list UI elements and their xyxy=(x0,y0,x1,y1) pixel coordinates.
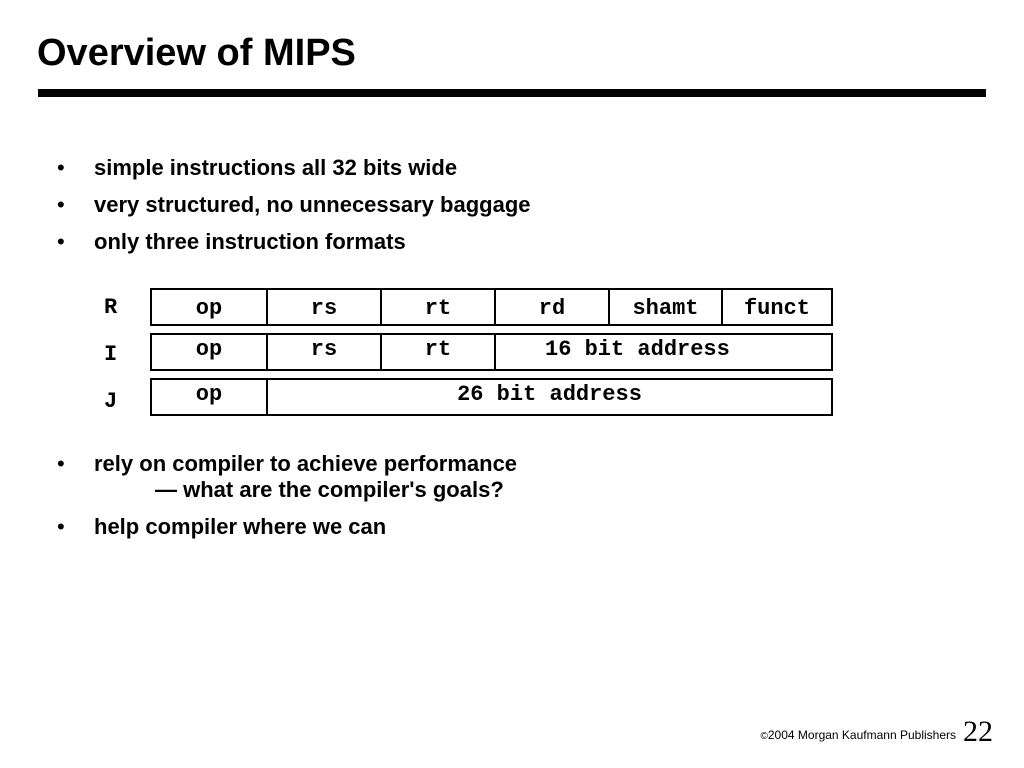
field-op: op xyxy=(195,382,223,407)
bullet-text: simple instructions all 32 bits wide xyxy=(94,155,458,180)
field-cell xyxy=(721,290,831,324)
field-rs: rs xyxy=(310,337,338,362)
bullet-text: very structured, no unnecessary baggage xyxy=(94,192,531,217)
bullet-item xyxy=(57,451,517,503)
format-label-i: I xyxy=(104,342,118,367)
bullet-dot: • xyxy=(57,451,65,476)
field-cell xyxy=(494,335,831,369)
bullet-dot: • xyxy=(57,155,65,180)
bullet-dot: • xyxy=(57,229,65,254)
bullet-item xyxy=(57,514,517,540)
footer-text: 2004 Morgan Kaufmann Publishers xyxy=(767,728,956,742)
field-rs: rs xyxy=(310,296,338,321)
title-divider xyxy=(38,89,986,97)
j-format-row xyxy=(150,378,833,416)
field-cell xyxy=(152,335,266,369)
bullet-text: only three instruction formats xyxy=(94,229,406,254)
page-number: 22 xyxy=(963,715,993,748)
footer-copyright xyxy=(761,728,957,742)
field-rt: rt xyxy=(424,337,452,362)
field-address: 16 bit address xyxy=(545,337,730,362)
i-format-row xyxy=(150,333,833,371)
field-cell xyxy=(266,335,380,369)
format-label-j: J xyxy=(104,389,118,414)
field-cell xyxy=(380,290,494,324)
field-address: 26 bit address xyxy=(457,382,642,407)
copyright-symbol: © xyxy=(760,731,768,742)
format-label-r: R xyxy=(104,295,118,320)
bullet-dot: • xyxy=(57,192,65,217)
bullet-item xyxy=(57,229,531,255)
field-rt: rt xyxy=(424,296,452,321)
bullet-item xyxy=(57,192,531,218)
bullet-item xyxy=(57,155,531,181)
field-op: op xyxy=(195,296,223,321)
bullet-text: help compiler where we can xyxy=(94,514,387,539)
field-cell xyxy=(152,290,266,324)
field-op: op xyxy=(195,337,223,362)
slide-title: Overview of MIPS xyxy=(37,32,356,74)
field-funct: funct xyxy=(743,296,810,321)
sub-bullet-text: — what are the compiler's goals? xyxy=(155,477,504,502)
bottom-bullet-list xyxy=(57,451,517,551)
field-cell xyxy=(494,290,608,324)
field-rd: rd xyxy=(538,296,566,321)
r-format-row xyxy=(150,288,833,326)
field-cell xyxy=(152,380,266,414)
field-cell xyxy=(608,290,721,324)
field-cell xyxy=(266,380,831,414)
top-bullet-list xyxy=(57,155,531,266)
bullet-text: rely on compiler to achieve performance xyxy=(94,451,518,476)
field-cell xyxy=(266,290,380,324)
bullet-dot: • xyxy=(57,514,65,539)
field-shamt: shamt xyxy=(632,296,699,321)
field-cell xyxy=(380,335,494,369)
